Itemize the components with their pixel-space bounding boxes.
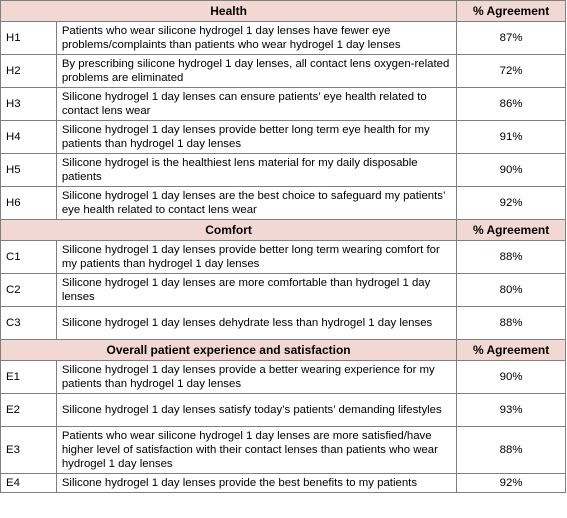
row-statement: Patients who wear silicone hydrogel 1 day lenses have fewer eye problems/complaints than patients who wear hydrogel 1 day lenses — [56, 22, 456, 55]
row-agreement: 72% — [457, 55, 566, 88]
row-statement: Silicone hydrogel 1 day lenses provide the best benefits to my patients — [56, 474, 456, 493]
table-row — [1, 427, 566, 474]
section-title: Overall patient experience and satisfaction — [1, 340, 457, 361]
section-header-experience — [1, 340, 566, 361]
row-id: E2 — [1, 394, 57, 427]
table-row — [1, 55, 566, 88]
row-statement: Silicone hydrogel 1 day lenses provide a better wearing experience for my patients than hydrogel 1 day lenses — [56, 361, 456, 394]
row-agreement: 90% — [457, 361, 566, 394]
row-id: C1 — [1, 241, 57, 274]
row-agreement: 90% — [457, 154, 566, 187]
row-id: H3 — [1, 88, 57, 121]
section-title: Comfort — [1, 220, 457, 241]
section-title: Health — [1, 1, 457, 22]
row-statement: Silicone hydrogel 1 day lenses can ensure patients’ eye health related to contact lens wear — [56, 88, 456, 121]
table-row — [1, 121, 566, 154]
row-agreement: 92% — [457, 474, 566, 493]
row-statement: Silicone hydrogel is the healthiest lens material for my daily disposable patients — [56, 154, 456, 187]
table-row — [1, 88, 566, 121]
table-row — [1, 241, 566, 274]
row-agreement: 88% — [457, 307, 566, 340]
column-header-agreement: % Agreement — [457, 220, 566, 241]
row-statement: Silicone hydrogel 1 day lenses satisfy today’s patients’ demanding lifestyles — [56, 394, 456, 427]
table-row — [1, 474, 566, 493]
row-id: E4 — [1, 474, 57, 493]
section-header-comfort — [1, 220, 566, 241]
row-statement: Silicone hydrogel 1 day lenses provide better long term wearing comfort for my patients than hydrogel 1 day lenses — [56, 241, 456, 274]
row-statement: Silicone hydrogel 1 day lenses dehydrate less than hydrogel 1 day lenses — [56, 307, 456, 340]
row-id: H4 — [1, 121, 57, 154]
row-agreement: 92% — [457, 187, 566, 220]
row-id: E1 — [1, 361, 57, 394]
row-agreement: 80% — [457, 274, 566, 307]
row-id: E3 — [1, 427, 57, 474]
row-agreement: 91% — [457, 121, 566, 154]
row-agreement: 87% — [457, 22, 566, 55]
table-row — [1, 187, 566, 220]
column-header-agreement: % Agreement — [457, 340, 566, 361]
row-statement: Silicone hydrogel 1 day lenses provide better long term eye health for my patients than hydrogel 1 day lenses — [56, 121, 456, 154]
row-id: H5 — [1, 154, 57, 187]
table-row — [1, 361, 566, 394]
row-agreement: 88% — [457, 241, 566, 274]
table-row — [1, 154, 566, 187]
row-statement: Patients who wear silicone hydrogel 1 day lenses are more satisfied/have higher level of satisfaction with their contact lenses than patients who wear hydrogel 1 day lenses — [56, 427, 456, 474]
row-id: C2 — [1, 274, 57, 307]
row-id: C3 — [1, 307, 57, 340]
table-row — [1, 22, 566, 55]
table-row — [1, 307, 566, 340]
row-statement: By prescribing silicone hydrogel 1 day lenses, all contact lens oxygen-related problems are eliminated — [56, 55, 456, 88]
section-header-health — [1, 1, 566, 22]
row-id: H2 — [1, 55, 57, 88]
column-header-agreement: % Agreement — [457, 1, 566, 22]
row-agreement: 93% — [457, 394, 566, 427]
row-id: H1 — [1, 22, 57, 55]
row-statement: Silicone hydrogel 1 day lenses are more comfortable than hydrogel 1 day lenses — [56, 274, 456, 307]
row-agreement: 86% — [457, 88, 566, 121]
table-row — [1, 274, 566, 307]
row-statement: Silicone hydrogel 1 day lenses are the best choice to safeguard my patients’ eye health related to contact lens wear — [56, 187, 456, 220]
row-id: H6 — [1, 187, 57, 220]
row-agreement: 88% — [457, 427, 566, 474]
table-row — [1, 394, 566, 427]
